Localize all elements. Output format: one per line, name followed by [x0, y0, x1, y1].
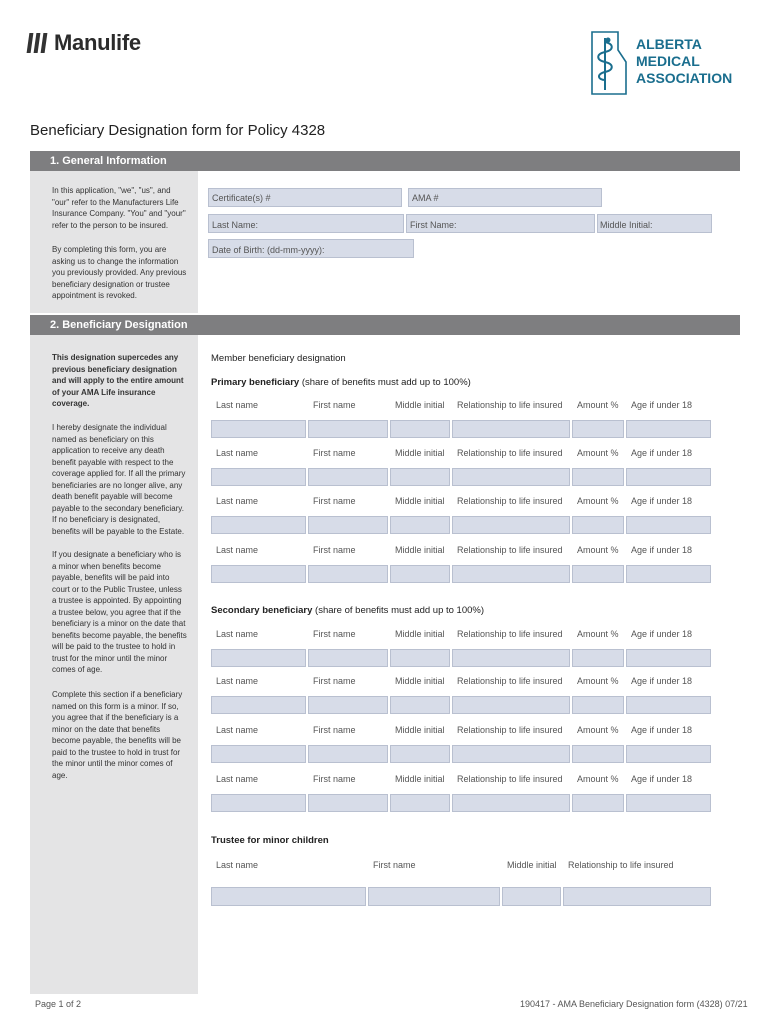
primary-age-input[interactable]: [626, 420, 711, 438]
ama-wordmark: ALBERTA MEDICAL ASSOCIATION: [636, 36, 733, 86]
secondary-middle-initial-input[interactable]: [390, 745, 450, 763]
primary-last-name-input[interactable]: [211, 468, 306, 486]
secondary-middle-initial-input[interactable]: [390, 649, 450, 667]
trustee-explanation: Complete this section if a beneficiary named on this form is a minor. If so, you agree that if the beneficiary is a minor on the date that benefits become payable, the benefits will be paid to the trustee to hold in trust for the minor until the minor comes of age.: [52, 690, 183, 780]
trustee-last-name-header: Last name: [216, 860, 259, 870]
primary-relationship-input[interactable]: [452, 565, 570, 583]
primary-amount-header: Amount %: [577, 545, 619, 555]
secondary-middle-initial-header: Middle initial: [395, 725, 445, 735]
secondary-age-header: Age if under 18: [631, 676, 693, 686]
secondary-last-name-header: Last name: [216, 629, 259, 639]
document-title: Beneficiary Designation form for Policy 4328: [30, 122, 326, 139]
primary-middle-initial-header: Middle initial: [395, 496, 445, 506]
secondary-age-header: Age if under 18: [631, 725, 693, 735]
primary-amount-header: Amount %: [577, 496, 619, 506]
primary-amount-header: Amount %: [577, 448, 619, 458]
primary-relationship-header: Relationship to life insured: [457, 448, 563, 458]
primary-relationship-input[interactable]: [452, 516, 570, 534]
secondary-last-name-input[interactable]: [211, 745, 306, 763]
secondary-relationship-header: Relationship to life insured: [457, 676, 563, 686]
page-number: Page 1 of 2: [35, 999, 82, 1009]
primary-age-input[interactable]: [626, 565, 711, 583]
secondary-age-input[interactable]: [626, 696, 711, 714]
secondary-amount-input[interactable]: [572, 745, 624, 763]
primary-relationship-input[interactable]: [452, 468, 570, 486]
secondary-middle-initial-header: Middle initial: [395, 676, 445, 686]
supercedes-notice: This designation supercedes any previous beneficiary designation and will apply to the entire amount of your AMA Life insurance coverage.: [52, 353, 184, 408]
secondary-last-name-header: Last name: [216, 676, 259, 686]
secondary-first-name-input[interactable]: [308, 745, 388, 763]
primary-first-name-input[interactable]: [308, 420, 388, 438]
primary-last-name-header: Last name: [216, 496, 259, 506]
secondary-middle-initial-header: Middle initial: [395, 774, 445, 784]
secondary-beneficiary-heading: Secondary beneficiary (share of benefits must add up to 100%): [211, 605, 485, 616]
primary-first-name-header: First name: [313, 448, 356, 458]
secondary-last-name-input[interactable]: [211, 696, 306, 714]
secondary-age-input[interactable]: [626, 649, 711, 667]
trustee-first-name-header: First name: [373, 860, 416, 870]
secondary-middle-initial-header: Middle initial: [395, 629, 445, 639]
primary-age-input[interactable]: [626, 516, 711, 534]
primary-age-header: Age if under 18: [631, 400, 693, 410]
secondary-amount-input[interactable]: [572, 696, 624, 714]
primary-last-name-input[interactable]: [211, 516, 306, 534]
primary-last-name-input[interactable]: [211, 565, 306, 583]
trustee-last-name-input[interactable]: [211, 887, 366, 906]
secondary-first-name-input[interactable]: [308, 696, 388, 714]
minor-beneficiary-explanation: If you designate a beneficiary who is a minor when benefits become payable, benefits will be paid into court or to the Public Trustee, unless a trustee is appointed. By appointing a trustee below, you agree that if the beneficiary is a minor on the date that benefits become payable, the benefits will be paid to the trustee to hold in trust for the minor until the minor comes of age.: [52, 550, 187, 674]
primary-middle-initial-input[interactable]: [390, 420, 450, 438]
secondary-last-name-input[interactable]: [211, 794, 306, 812]
ama-number-label: AMA #: [412, 193, 439, 203]
secondary-relationship-input[interactable]: [452, 649, 570, 667]
member-designation-heading: Member beneficiary designation: [211, 353, 346, 364]
secondary-first-name-input[interactable]: [308, 649, 388, 667]
primary-first-name-header: First name: [313, 545, 356, 555]
primary-last-name-input[interactable]: [211, 420, 306, 438]
primary-last-name-header: Last name: [216, 448, 259, 458]
secondary-first-name-header: First name: [313, 725, 356, 735]
date-of-birth-label: Date of Birth: (dd-mm-yyyy):: [212, 245, 325, 255]
trustee-heading: Trustee for minor children: [211, 835, 329, 846]
form-identifier: 190417 - AMA Beneficiary Designation form (4328) 07/21: [520, 999, 748, 1009]
secondary-last-name-header: Last name: [216, 725, 259, 735]
secondary-relationship-header: Relationship to life insured: [457, 629, 563, 639]
secondary-first-name-header: First name: [313, 676, 356, 686]
manulife-logo: [28, 30, 141, 56]
primary-age-header: Age if under 18: [631, 496, 693, 506]
primary-middle-initial-input[interactable]: [390, 468, 450, 486]
secondary-relationship-header: Relationship to life insured: [457, 725, 563, 735]
trustee-middle-initial-input[interactable]: [502, 887, 561, 906]
last-name-label: Last Name:: [212, 220, 259, 230]
primary-amount-header: Amount %: [577, 400, 619, 410]
primary-relationship-header: Relationship to life insured: [457, 496, 563, 506]
primary-relationship-header: Relationship to life insured: [457, 400, 563, 410]
secondary-age-input[interactable]: [626, 794, 711, 812]
secondary-relationship-header: Relationship to life insured: [457, 774, 563, 784]
section-2-header: 2. Beneficiary Designation: [30, 315, 740, 335]
manulife-wordmark: Manulife: [54, 30, 141, 55]
primary-middle-initial-header: Middle initial: [395, 545, 445, 555]
primary-relationship-input[interactable]: [452, 420, 570, 438]
secondary-amount-header: Amount %: [577, 629, 619, 639]
secondary-first-name-header: First name: [313, 629, 356, 639]
primary-age-header: Age if under 18: [631, 545, 693, 555]
first-name-label: First Name:: [410, 220, 457, 230]
designation-explanation: I hereby designate the individual named as beneficiary on this application to receive any death benefit payable with respect to the coverage applied for. If all the primary beneficiaries are no longer alive, any death benefit payable will become payable to the secondary beneficiary. If no beneficiary is designated, benefits will be payable to the Estate.: [52, 423, 186, 536]
secondary-relationship-input[interactable]: [452, 794, 570, 812]
secondary-first-name-header: First name: [313, 774, 356, 784]
primary-first-name-header: First name: [313, 400, 356, 410]
secondary-middle-initial-input[interactable]: [390, 696, 450, 714]
secondary-age-header: Age if under 18: [631, 774, 693, 784]
primary-amount-input[interactable]: [572, 468, 624, 486]
certificate-label: Certificate(s) #: [212, 193, 271, 203]
primary-beneficiary-heading: Primary beneficiary (share of benefits must add up to 100%): [211, 377, 471, 388]
middle-initial-label: Middle Initial:: [600, 220, 653, 230]
secondary-first-name-input[interactable]: [308, 794, 388, 812]
general-revocation-text: By completing this form, you are asking us to change the information you previously provided. Any previous beneficiary designation or trustee appointment is revoked.: [52, 245, 187, 300]
secondary-relationship-input[interactable]: [452, 745, 570, 763]
primary-first-name-input[interactable]: [308, 565, 388, 583]
primary-first-name-header: First name: [313, 496, 356, 506]
secondary-last-name-header: Last name: [216, 774, 259, 784]
primary-relationship-header: Relationship to life insured: [457, 545, 563, 555]
secondary-amount-input[interactable]: [572, 649, 624, 667]
secondary-middle-initial-input[interactable]: [390, 794, 450, 812]
secondary-age-header: Age if under 18: [631, 629, 693, 639]
primary-age-header: Age if under 18: [631, 448, 693, 458]
primary-middle-initial-header: Middle initial: [395, 400, 445, 410]
section-1-header: 1. General Information: [30, 151, 740, 171]
primary-first-name-input[interactable]: [308, 516, 388, 534]
primary-middle-initial-header: Middle initial: [395, 448, 445, 458]
primary-last-name-header: Last name: [216, 400, 259, 410]
secondary-amount-header: Amount %: [577, 676, 619, 686]
manulife-mark-icon: [28, 33, 46, 53]
trustee-relationship-input[interactable]: [563, 887, 711, 906]
trustee-middle-initial-header: Middle initial: [507, 860, 557, 870]
trustee-first-name-input[interactable]: [368, 887, 500, 906]
general-intro-text: In this application, "we", "us", and "our" refer to the Manufacturers Life Insurance Company. "You" and "your" refer to the person to be insured.: [52, 186, 186, 230]
primary-amount-input[interactable]: [572, 565, 624, 583]
secondary-amount-header: Amount %: [577, 774, 619, 784]
secondary-last-name-input[interactable]: [211, 649, 306, 667]
primary-middle-initial-input[interactable]: [390, 565, 450, 583]
primary-middle-initial-input[interactable]: [390, 516, 450, 534]
primary-amount-input[interactable]: [572, 516, 624, 534]
primary-last-name-header: Last name: [216, 545, 259, 555]
secondary-relationship-input[interactable]: [452, 696, 570, 714]
secondary-amount-header: Amount %: [577, 725, 619, 735]
primary-age-input[interactable]: [626, 468, 711, 486]
primary-first-name-input[interactable]: [308, 468, 388, 486]
trustee-relationship-header: Relationship to life insured: [568, 860, 674, 870]
secondary-age-input[interactable]: [626, 745, 711, 763]
secondary-amount-input[interactable]: [572, 794, 624, 812]
primary-amount-input[interactable]: [572, 420, 624, 438]
